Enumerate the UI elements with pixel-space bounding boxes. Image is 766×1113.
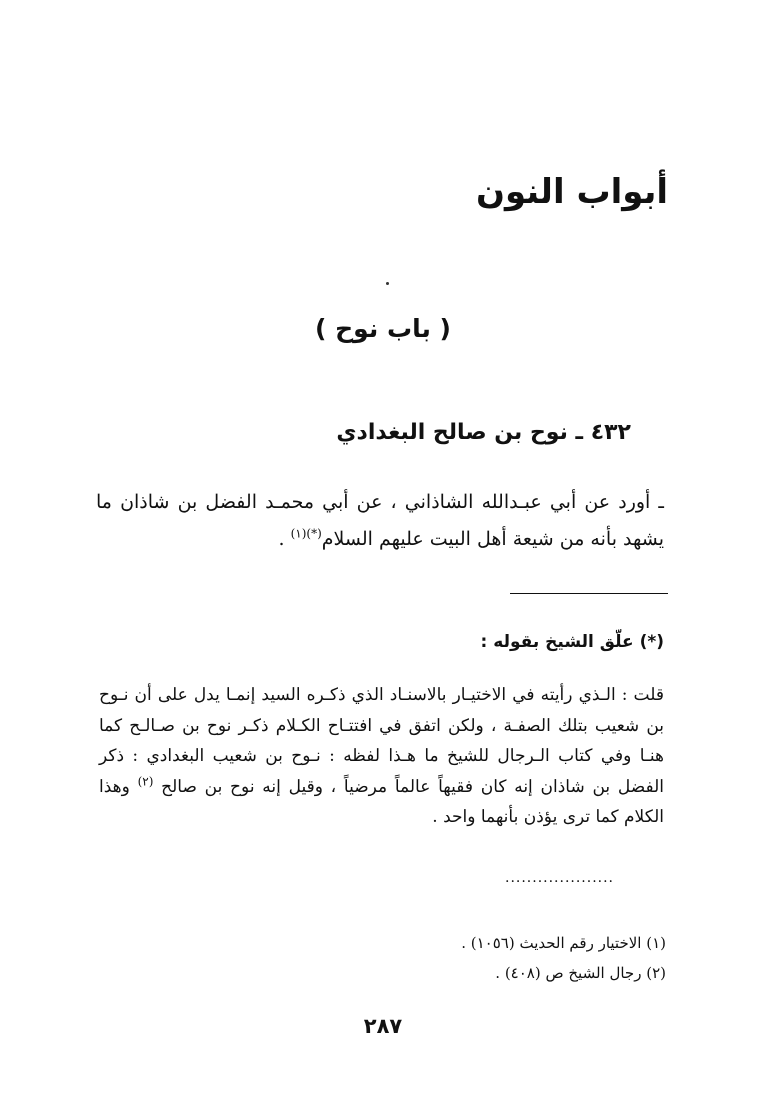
comment-text-body: قلت : الـذي رأيته في الاختيـار بالاسنـاد الذي ذكـره السيد إنمـا يدل على أن نـوح بن شعيب بتلك الصفـة ، ولكن اتفق في افتتـاح الكـلام ذكـر نوح بن صـالـح كما هنـا وفي كتاب الـرجال للشيخ ما هـذا لفظه : نـوح بن شعيب البغدادي : ذكر الفضل بن شاذان إنه كان فقيهاً عالماً مرضياً ، وقيل إنه نوح بن صالح <box>99 685 664 797</box>
entry-text <box>96 484 664 558</box>
footnote-divider <box>510 593 668 594</box>
footnotes-list <box>461 928 666 988</box>
footnote-item: (٢) رجال الشيخ ص (٤٠٨) . <box>495 964 666 982</box>
separator-dots: .................... <box>505 870 615 886</box>
page-number: ٢٨٧ <box>363 1014 403 1038</box>
stray-mark <box>386 282 389 285</box>
entry-footnote-marks: (*)(١) <box>290 526 322 541</box>
comment-text-end: وهذا الكلام كما ترى يؤذن بأنهما واحد . <box>99 776 664 827</box>
chapter-title: ( باب نوح ) <box>315 314 451 343</box>
entry-text-end: . <box>278 528 291 550</box>
section-title: أبواب النون <box>475 172 668 212</box>
comment-text <box>99 680 664 833</box>
entry-heading: ٤٣٢ ـ نوح بن صالح البغدادي <box>336 420 631 445</box>
comment-heading: (*) علّق الشيخ بقوله : <box>480 632 664 652</box>
footnote-item: (١) الاختيار رقم الحديث (١٠٥٦) . <box>461 934 666 952</box>
entry-text-body: ـ أورد عن أبي عبـدالله الشاذاني ، عن أبي محمـد الفضل بن شاذان ما يشهد بأنه من شيعة أهل البيت عليهم السلام <box>96 491 664 550</box>
comment-footnote-mark: (٢) <box>137 773 154 788</box>
